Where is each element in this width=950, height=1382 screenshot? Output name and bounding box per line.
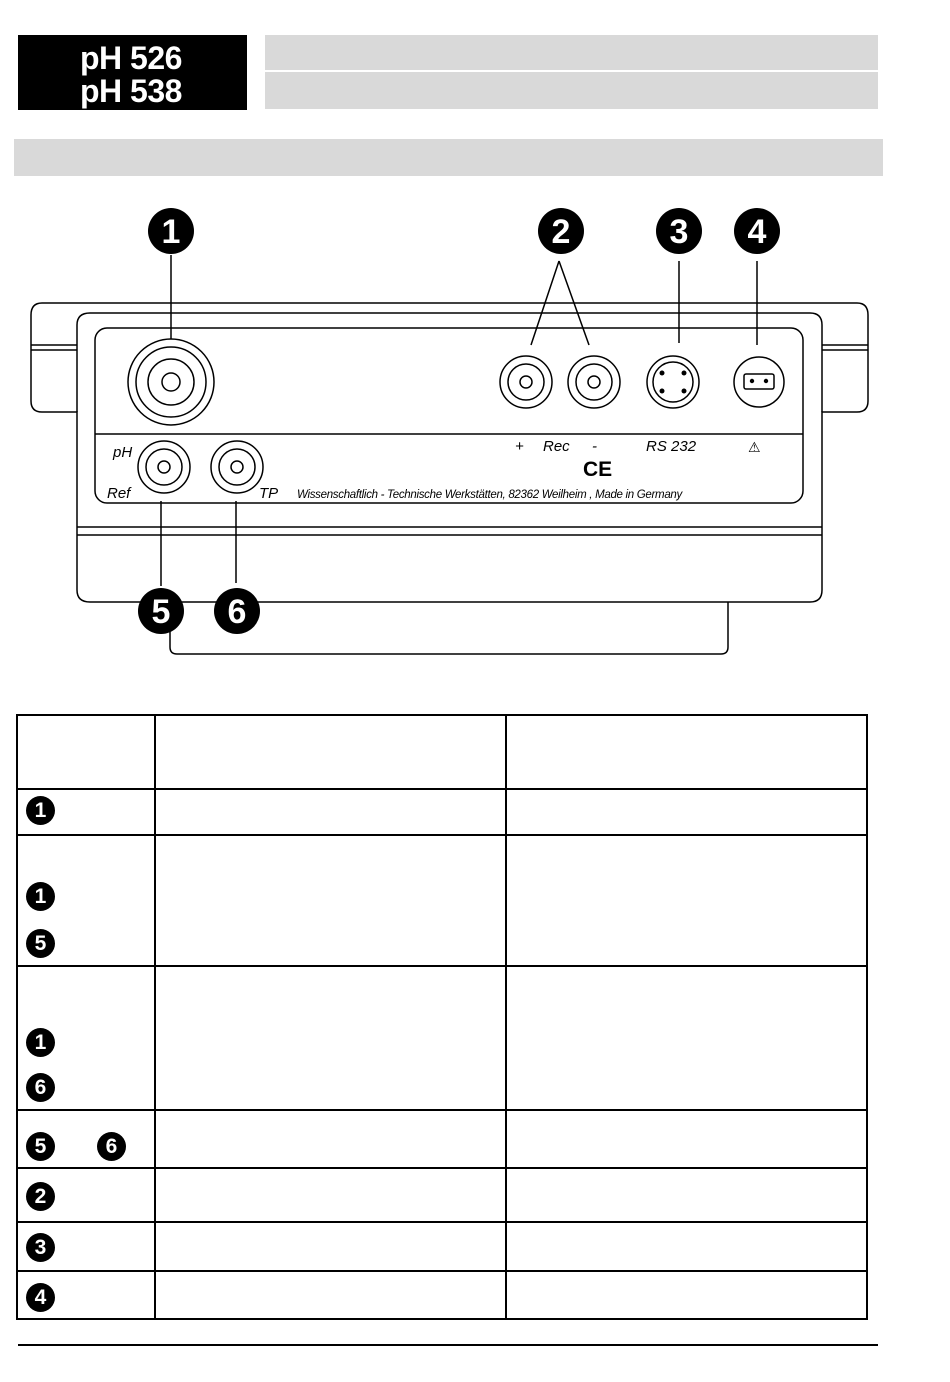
label-rec-minus: -: [592, 438, 597, 455]
row-3-badge-2: 6: [26, 1073, 55, 1102]
footer-rule: [18, 1344, 878, 1346]
row-divider: [18, 834, 866, 836]
label-ref: Ref: [107, 485, 131, 502]
connector-table: [16, 714, 868, 1320]
header-row-divider: [18, 788, 866, 790]
model-title-box: [18, 35, 247, 110]
ref-socket: [138, 441, 190, 493]
svg-text:2: 2: [551, 213, 571, 251]
row-3-badge-1: 1: [26, 1028, 55, 1057]
label-rec-plus: +: [515, 438, 524, 455]
row-2-badge-2: 5: [26, 929, 55, 958]
connector-plate: [95, 328, 803, 503]
callout-4: [734, 208, 780, 254]
svg-text:5: 5: [151, 593, 171, 631]
section-heading-bar: [14, 139, 883, 176]
row-divider: [18, 965, 866, 967]
callout-5: [138, 588, 184, 634]
row-4-badge-2: 6: [97, 1132, 126, 1161]
row-divider: [18, 1109, 866, 1111]
svg-text:6: 6: [227, 593, 247, 631]
label-rs232: RS 232: [646, 438, 697, 455]
header-bar-top: [265, 35, 878, 70]
manufacturer-line: Wissenschaftlich - Technische Werkstätten, 82362 Weilheim , Made in Germany: [297, 489, 682, 501]
row-7-badge-1: 4: [26, 1283, 55, 1312]
column-divider-1: [154, 716, 156, 1318]
rs232-socket: [647, 356, 699, 408]
rear-panel-diagram: [0, 195, 950, 675]
svg-text:4: 4: [747, 213, 767, 251]
model-title-line-1: pH 526: [80, 40, 182, 76]
label-tp: TP: [259, 485, 279, 502]
model-title-line-2: pH 538: [80, 73, 182, 109]
rec-minus-socket: [568, 356, 620, 408]
header-bar-bottom: [265, 72, 878, 109]
callout-2: [538, 208, 584, 254]
tp-socket: [211, 441, 263, 493]
warning-icon: ⚠: [748, 440, 761, 456]
row-divider: [18, 1221, 866, 1223]
column-divider-2: [505, 716, 507, 1318]
label-ph: pH: [113, 444, 133, 461]
row-6-badge-1: 3: [26, 1233, 55, 1262]
ce-mark: CE: [583, 458, 613, 481]
label-rec: Rec: [543, 438, 570, 455]
row-divider: [18, 1167, 866, 1169]
svg-text:1: 1: [161, 213, 181, 251]
callout-3: [656, 208, 702, 254]
callout-1: [148, 208, 194, 254]
callout-6: [214, 588, 260, 634]
socket-1-large: [128, 339, 214, 425]
row-2-badge-1: 1: [26, 882, 55, 911]
row-5-badge-1: 2: [26, 1182, 55, 1211]
housing-outline: [31, 303, 868, 602]
rec-plus-socket: [500, 356, 552, 408]
svg-text:3: 3: [669, 213, 689, 251]
row-4-badge-1: 5: [26, 1132, 55, 1161]
row-divider: [18, 1270, 866, 1272]
power-socket: [734, 357, 784, 407]
row-1-badge-1: 1: [26, 796, 55, 825]
